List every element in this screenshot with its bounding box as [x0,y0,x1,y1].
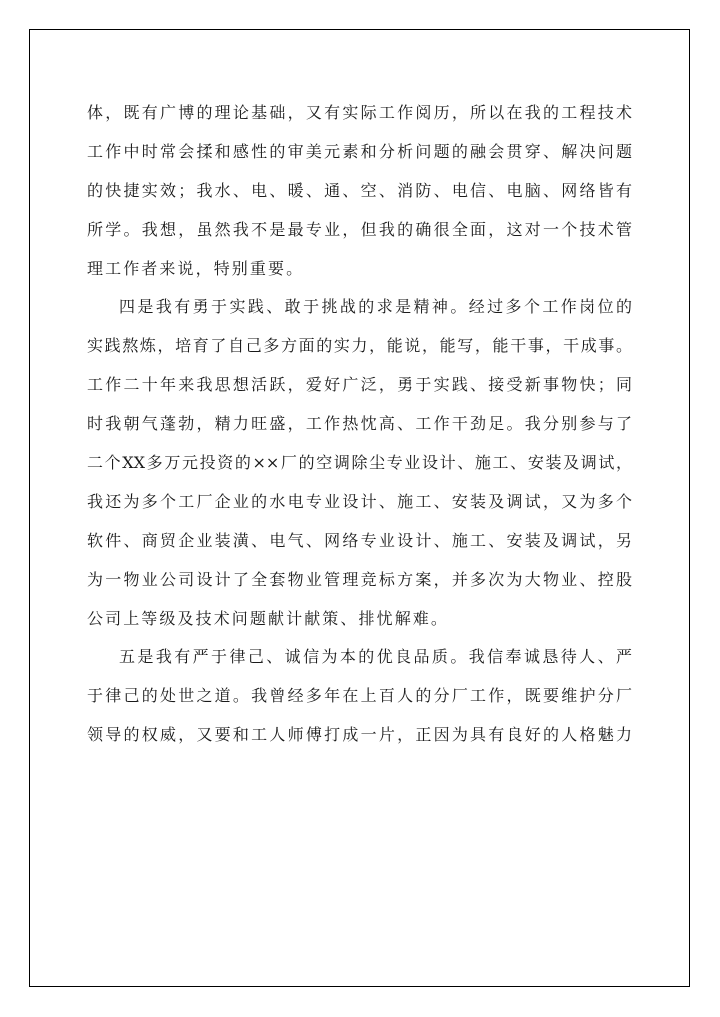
document-body [87,94,632,755]
text-line: 工作中时常会揉和感性的审美元素和分析问题的融会贯穿、解决问题 [87,141,632,161]
text-line: 五是我有严于律己、诚信为本的优良品质。我信奉诚恳待人、严 [119,647,632,667]
text-line: 的快捷实效；我水、电、暖、通、空、消防、电信、电脑、网络皆有 [87,180,632,200]
text-line: 时我朝气蓬勃，精力旺盛，工作热忱高、工作干劲足。我分别参与了 [87,414,632,434]
text-line: 实践熬炼，培育了自己多方面的实力，能说，能写，能干事，干成事。 [87,336,632,356]
text-line: 所学。我想，虽然我不是最专业，但我的确很全面，这对一个技术管 [87,219,632,239]
text-line: 软件、商贸企业装潢、电气、网络专业设计、施工、安装及调试，另 [87,530,632,550]
text-line: 工作二十年来我思想活跃，爱好广泛，勇于实践、接受新事物快；同 [87,375,632,395]
text-line: 领导的权威，又要和工人师傅打成一片，正因为具有良好的人格魅力 [87,725,632,745]
text-line: 公司上等级及技术问题献计献策、排忧解难。 [87,608,450,628]
text-line: 我还为多个工厂企业的水电专业设计、施工、安装及调试，又为多个 [87,491,632,511]
text-line: 为一物业公司设计了全套物业管理竞标方案，并多次为大物业、控股 [87,569,632,589]
text-line: 四是我有勇于实践、敢于挑战的求是精神。经过多个工作岗位的 [119,297,632,317]
text-line: 理工作者来说，特别重要。 [87,258,305,278]
text-line: 于律己的处世之道。我曾经多年在上百人的分厂工作，既要维护分厂 [87,686,632,706]
text-line: 二个XX多万元投资的××厂的空调除尘专业设计、施工、安装及调试， [87,453,632,473]
text-line: 体，既有广博的理论基础，又有实际工作阅历，所以在我的工程技术 [87,103,632,122]
